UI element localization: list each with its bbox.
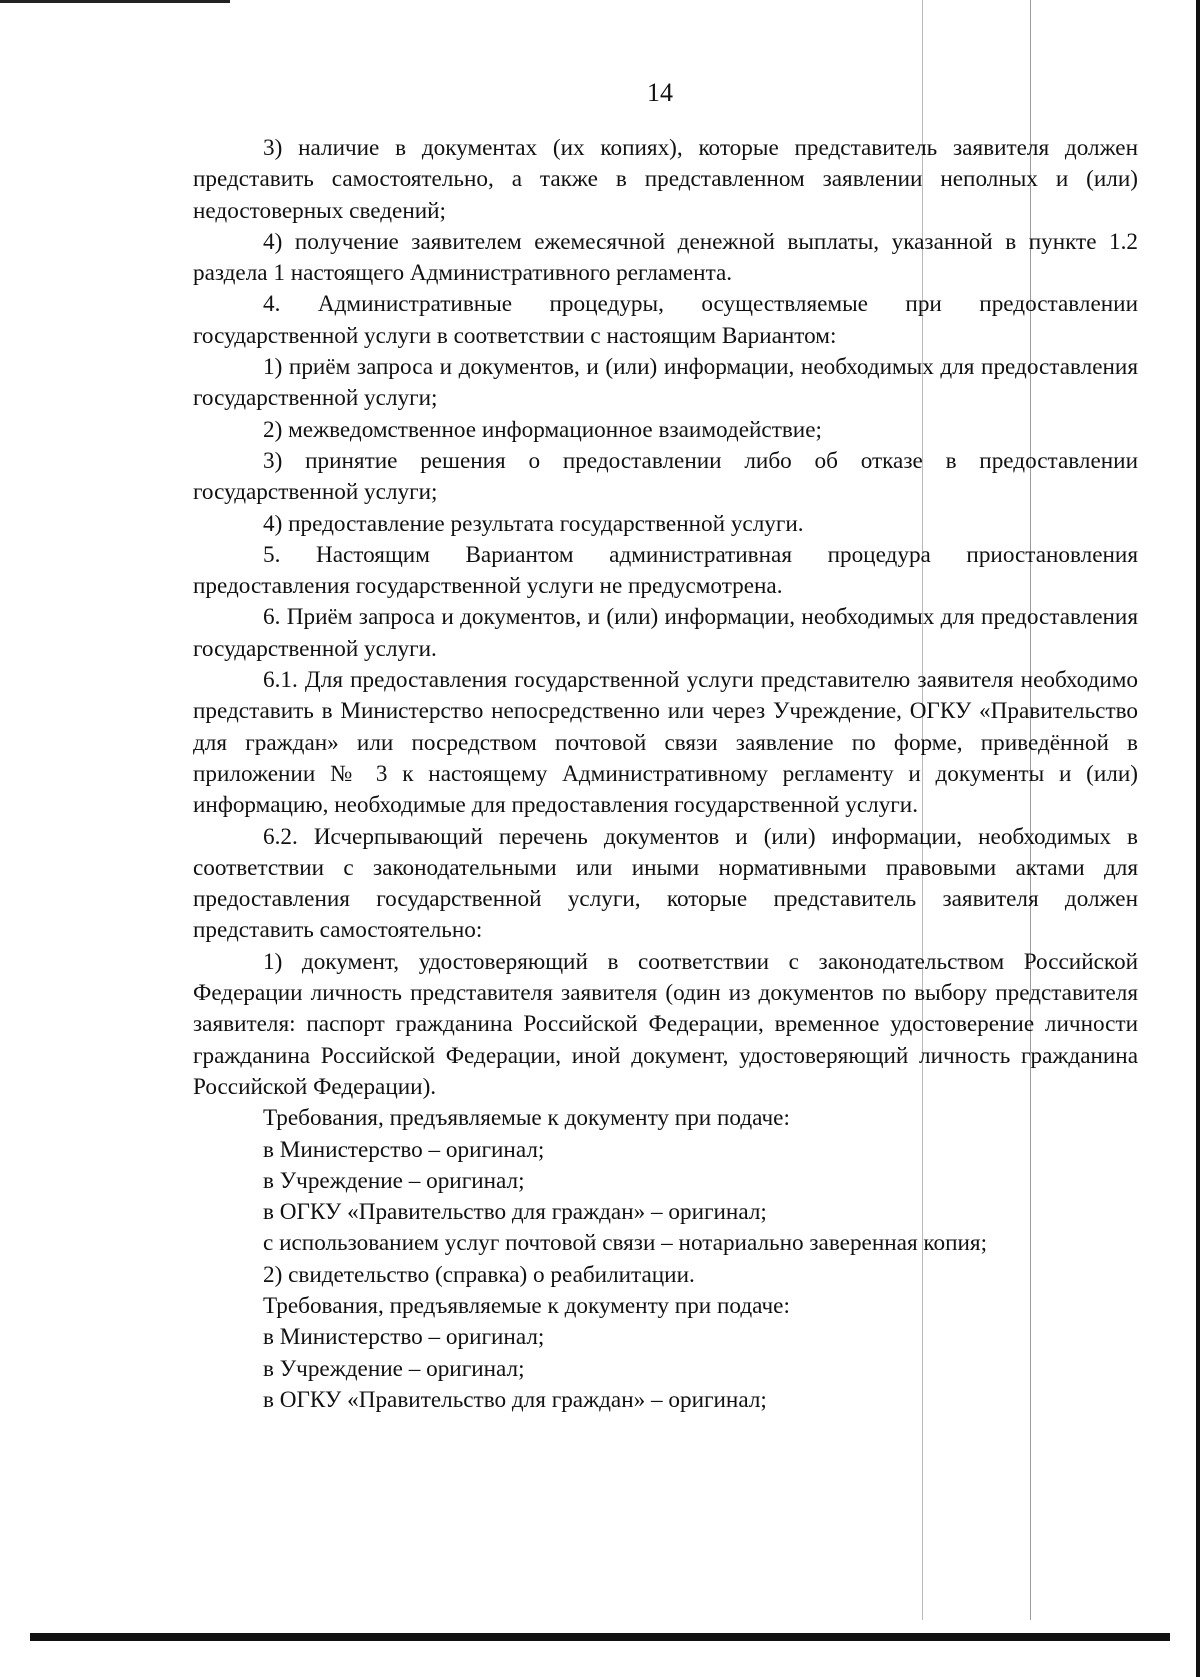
paragraph: 3) принятие решения о предоставлении либо об отказе в предоставлении государственной услуги; (193, 447, 1138, 506)
scan-edge-top (0, 0, 230, 3)
paragraph: 6.2. Исчерпывающий перечень документов и (или) информации, необходимых в соответствии с законодательными или иными нормативными правовыми актами для предоставления государственной услуги, которые представитель заявителя должен представить самостоятельно: (193, 823, 1138, 944)
page-number: 14 (647, 78, 673, 107)
paragraph: в Министерство – оригинал; (263, 1136, 545, 1163)
paragraph: 1) документ, удостоверяющий в соответствии с законодательством Российской Федерации личность представителя заявителя (один из документов по выбору представителя заявителя: паспорт гражданина Российской Федерации, временное удостоверение личности гражданина Российской Федерации, иной документ, удостоверяющий личность гражданина Российской Федерации). (193, 948, 1138, 1100)
paragraph: в ОГКУ «Правительство для граждан» – оригинал; (263, 1199, 767, 1226)
paragraph: 4. Административные процедуры, осуществляемые при предоставлении государственной услуги в соответствии с настоящим Вариантом: (193, 291, 1138, 349)
scan-edge-bottom (30, 1633, 1170, 1641)
paragraph: 2) межведомственное информационное взаимодействие; (263, 416, 822, 443)
paragraph: 5. Настоящим Вариантом административная процедура приостановления предоставления государственной услуги не предусмотрена. (193, 541, 1138, 600)
paragraph: 3) наличие в документах (их копиях), которые представитель заявителя должен представить самостоятельно, а также в представленном заявлении неполных и (или) недостоверных сведений; (193, 135, 1138, 224)
paragraph: 4) предоставление результата государственной услуги. (263, 510, 804, 537)
paragraph: 4) получение заявителем ежемесячной денежной выплаты, указанной в пункте 1.2 раздела 1 настоящего Административного регламента. (193, 228, 1138, 287)
document-body (193, 133, 1138, 1416)
paragraph: в Министерство – оригинал; (263, 1324, 545, 1351)
paragraph: в ОГКУ «Правительство для граждан» – оригинал; (263, 1386, 767, 1413)
paragraph: 2) свидетельство (справка) о реабилитации. (263, 1261, 695, 1288)
scan-edge-right (1196, 0, 1200, 1677)
paragraph: 6. Приём запроса и документов, и (или) информации, необходимых для предоставления государственной услуги. (193, 604, 1138, 662)
paragraph: с использованием услуг почтовой связи – нотариально заверенная копия; (263, 1230, 988, 1257)
paragraph: Требования, предъявляемые к документу при подаче: (263, 1105, 790, 1132)
paragraph: в Учреждение – оригинал; (263, 1167, 525, 1194)
paragraph: 6.1. Для предоставления государственной услуги представителю заявителя необходимо представить в Министерство непосредственно или через Учреждение, ОГКУ «Правительство для граждан» или посредством почтовой связи заявление по форме, приведённой в приложении № 3 к настоящему Административному регламенту и документы и (или) информацию, необходимые для предоставления государственной услуги. (193, 667, 1138, 819)
paragraph: в Учреждение – оригинал; (263, 1355, 525, 1382)
paragraph: 1) приём запроса и документов, и (или) информации, необходимых для предоставления государственной услуги; (193, 354, 1138, 412)
paragraph: Требования, предъявляемые к документу при подаче: (263, 1292, 790, 1319)
